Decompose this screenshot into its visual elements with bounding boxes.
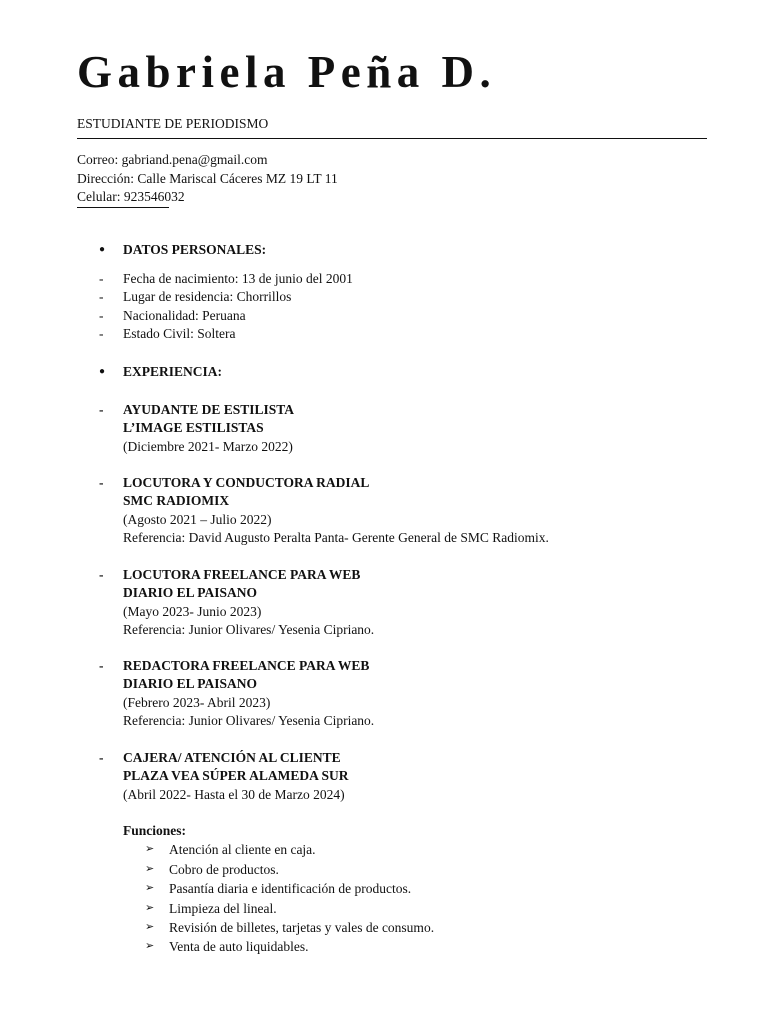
job-dates: (Mayo 2023- Junio 2023)	[123, 603, 262, 619]
bullet-icon: ●	[99, 366, 106, 377]
arrow-bullet-icon: ➢	[145, 862, 155, 875]
dash-icon: -	[99, 307, 104, 323]
contact-underline	[77, 207, 169, 208]
contact-block	[77, 151, 338, 207]
bullet-icon: ●	[99, 244, 106, 255]
job-reference: Referencia: Junior Olivares/ Yesenia Cipriano.	[123, 712, 375, 728]
dash-icon: -	[99, 750, 104, 765]
arrow-bullet-icon: ➢	[145, 882, 155, 895]
job-subtitle: ESTUDIANTE DE PERIODISMO	[77, 116, 269, 131]
job-dates: (Febrero 2023- Abril 2023)	[123, 694, 271, 710]
job-company: SMC RADIOMIX	[123, 493, 230, 509]
section-heading: DATOS PERSONALES:	[123, 242, 267, 257]
job-company: PLAZA VEA SÚPER ALAMEDA SUR	[123, 768, 349, 784]
job-reference: Referencia: Junior Olivares/ Yesenia Cipriano.	[123, 621, 375, 637]
job-company: DIARIO EL PAISANO	[123, 676, 258, 692]
list-item	[123, 918, 435, 937]
job-title: AYUDANTE DE ESTILISTA	[123, 402, 295, 417]
dash-icon: -	[99, 289, 104, 305]
dash-icon: -	[99, 271, 104, 286]
job-title: LOCUTORA FREELANCE PARA WEB	[123, 567, 361, 582]
list-item-text: Limpieza del lineal.	[169, 900, 277, 916]
job-title: LOCUTORA Y CONDUCTORA RADIAL	[123, 475, 370, 490]
arrow-bullet-icon: ➢	[145, 920, 155, 933]
contact-address: Dirección: Calle Mariscal Cáceres MZ 19 LT 11	[77, 170, 338, 186]
job-title: CAJERA/ ATENCIÓN AL CLIENTE	[123, 750, 341, 765]
contact-email: Correo: gabriand.pena@gmail.com	[77, 152, 268, 167]
list-item-text: Lugar de residencia: Chorrillos	[123, 289, 292, 305]
list-item-text: Pasantía diaria e identificación de productos.	[169, 881, 412, 897]
job-title: REDACTORA FREELANCE PARA WEB	[123, 658, 370, 673]
dash-icon: -	[99, 658, 104, 673]
list-item-text: Revisión de billetes, tarjetas y vales de consumo.	[169, 919, 435, 935]
functions-heading: Funciones:	[123, 823, 187, 838]
list-item-text: Cobro de productos.	[169, 861, 279, 877]
list-item	[123, 879, 412, 898]
section-heading: EXPERIENCIA:	[123, 364, 223, 379]
job-company: DIARIO EL PAISANO	[123, 585, 258, 601]
list-item-text: Atención al cliente en caja.	[169, 842, 316, 858]
contact-phone: Celular: 923546032	[77, 189, 185, 204]
dash-icon: -	[99, 402, 104, 417]
dash-icon: -	[99, 325, 104, 341]
job-company: L’IMAGE ESTILISTAS	[123, 420, 264, 436]
job-dates: (Agosto 2021 – Julio 2022)	[123, 511, 272, 527]
job-dates: (Diciembre 2021- Marzo 2022)	[123, 438, 293, 454]
list-item	[123, 840, 316, 859]
list-item-text: Fecha de nacimiento: 13 de junio del 2001	[123, 271, 353, 286]
arrow-bullet-icon: ➢	[145, 901, 155, 914]
list-item	[123, 899, 277, 918]
candidate-name: Gabriela Peña D.	[77, 47, 497, 97]
list-item	[123, 937, 309, 956]
arrow-bullet-icon: ➢	[145, 940, 155, 953]
list-item-text: Nacionalidad: Peruana	[123, 307, 246, 323]
list-item	[123, 860, 279, 879]
job-reference: Referencia: David Augusto Peralta Panta- Gerente General de SMC Radiomix.	[123, 529, 549, 545]
job-dates: (Abril 2022- Hasta el 30 de Marzo 2024)	[123, 786, 345, 802]
arrow-bullet-icon: ➢	[145, 843, 155, 856]
list-item-text: Estado Civil: Soltera	[123, 325, 236, 341]
dash-icon: -	[99, 475, 104, 490]
header-divider	[77, 138, 707, 139]
functions-block	[123, 821, 435, 957]
list-item-text: Venta de auto liquidables.	[169, 939, 309, 955]
dash-icon: -	[99, 567, 104, 582]
